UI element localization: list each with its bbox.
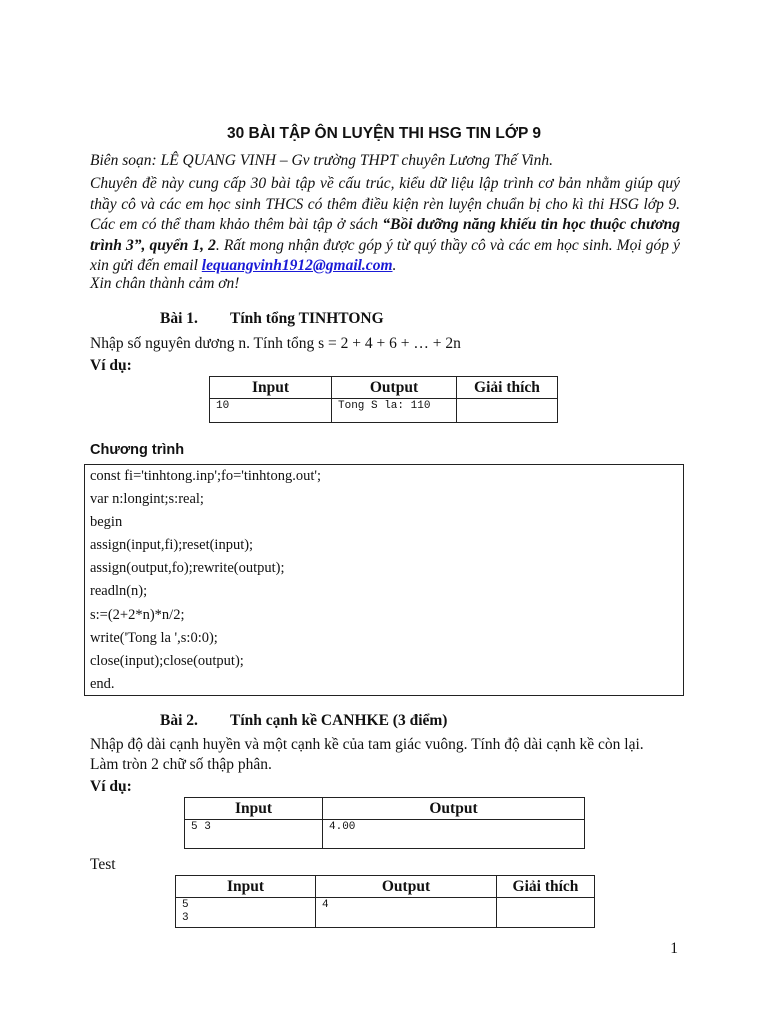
exercise-2-statement-line-2: Làm tròn 2 chữ số thập phân. [90,756,272,773]
code-line: assign(output,fo);rewrite(output); [90,560,285,577]
page-number: 1 [670,940,678,957]
table-cell-output: 4 [316,898,497,928]
table-row [210,399,558,423]
table-row [176,898,595,928]
table-cell-input: 5 3 [185,820,323,849]
thanks-line: Xin chân thành cảm ơn! [90,275,240,292]
table-header-output: Output [316,876,497,898]
table-header-input: Input [185,798,323,820]
exercise-1-title: Tính tổng TINHTONG [230,310,384,327]
code-line: write('Tong la ',s:0:0); [90,629,218,646]
table-header-output: Output [323,798,585,820]
table-header-row [210,377,558,399]
table-cell-output: 4.00 [323,820,585,849]
exercise-1-example-label: Ví dụ: [90,357,132,374]
book-title: “Bồi dưỡng năng khiếu tin học thuộc chương trình 3”, quyển 1, 2 [90,216,680,254]
document-title: 30 BÀI TẬP ÔN LUYỆN THI HSG TIN LỚP 9 [226,125,542,142]
exercise-2-example-label: Ví dụ: [90,778,132,795]
exercise-2-title: Tính cạnh kề CANHKE (3 điểm) [230,712,448,729]
code-block [84,464,684,696]
table-row [185,820,585,849]
intro-text-1: Chuyên đề này cung cấp 30 bài tập về cấu trúc, kiểu dữ liệu lập trình cơ bản nhằm giúp quý thầy cô và các em học sinh THCS có thêm điều kiện rèn luyện chuẩn bị cho kì thi HSG lớp 9. Các em có thể tham khảo thêm bài tập ở sách [90,175,680,233]
table-cell-input: 5 3 [176,898,316,928]
intro-text-2: . Rất mong nhận được góp ý từ quý thầy cô và các em học sinh. Mọi góp ý xin gửi đến email [90,236,680,274]
exercise-1-heading [160,310,384,328]
table-header-input: Input [210,377,332,399]
code-line: close(input);close(output); [90,652,244,669]
table-cell-input: 10 [210,399,332,423]
exercise-2-number: Bài 2. [160,712,198,729]
intro-text-3: . [392,257,397,274]
table-header-input: Input [176,876,316,898]
author-line: Biên soạn: LÊ QUANG VINH – Gv trường THPT chuyên Lương Thế Vinh. [90,152,553,169]
table-cell-explanation [457,399,558,423]
code-line: s:=(2+2*n)*n/2; [90,606,185,623]
code-line: end. [90,675,115,692]
code-line: begin [90,514,123,531]
code-line: const fi='tinhtong.inp';fo='tinhtong.out'; [90,468,322,484]
code-line: readln(n); [90,583,148,600]
exercise-1-example-table [209,376,558,423]
table-header-explanation: Giải thích [497,876,595,898]
intro-paragraph [90,174,680,277]
email-link[interactable]: lequangvinh1912@gmail.com [201,257,393,274]
exercise-1-statement: Nhập số nguyên dương n. Tính tổng s = 2 + 4 + 6 + … + 2n [90,335,461,352]
table-header-row [185,798,585,820]
table-cell-explanation [497,898,595,928]
test-label: Test [90,856,116,873]
table-cell-output: Tong S la: 110 [332,399,457,423]
table-header-explanation: Giải thích [457,377,558,399]
exercise-2-heading [160,712,447,730]
code-line: var n:longint;s:real; [90,491,204,508]
exercise-2-test-table [175,875,595,928]
code-line: assign(input,fi);reset(input); [90,537,254,554]
table-header-output: Output [332,377,457,399]
program-label: Chương trình [90,442,185,458]
table-header-row [176,876,595,898]
exercise-2-example-table [184,797,585,849]
exercise-1-number: Bài 1. [160,310,198,327]
exercise-2-statement-line-1: Nhập độ dài cạnh huyền và một cạnh kề của tam giác vuông. Tính độ dài cạnh kề còn lại. [90,736,644,753]
